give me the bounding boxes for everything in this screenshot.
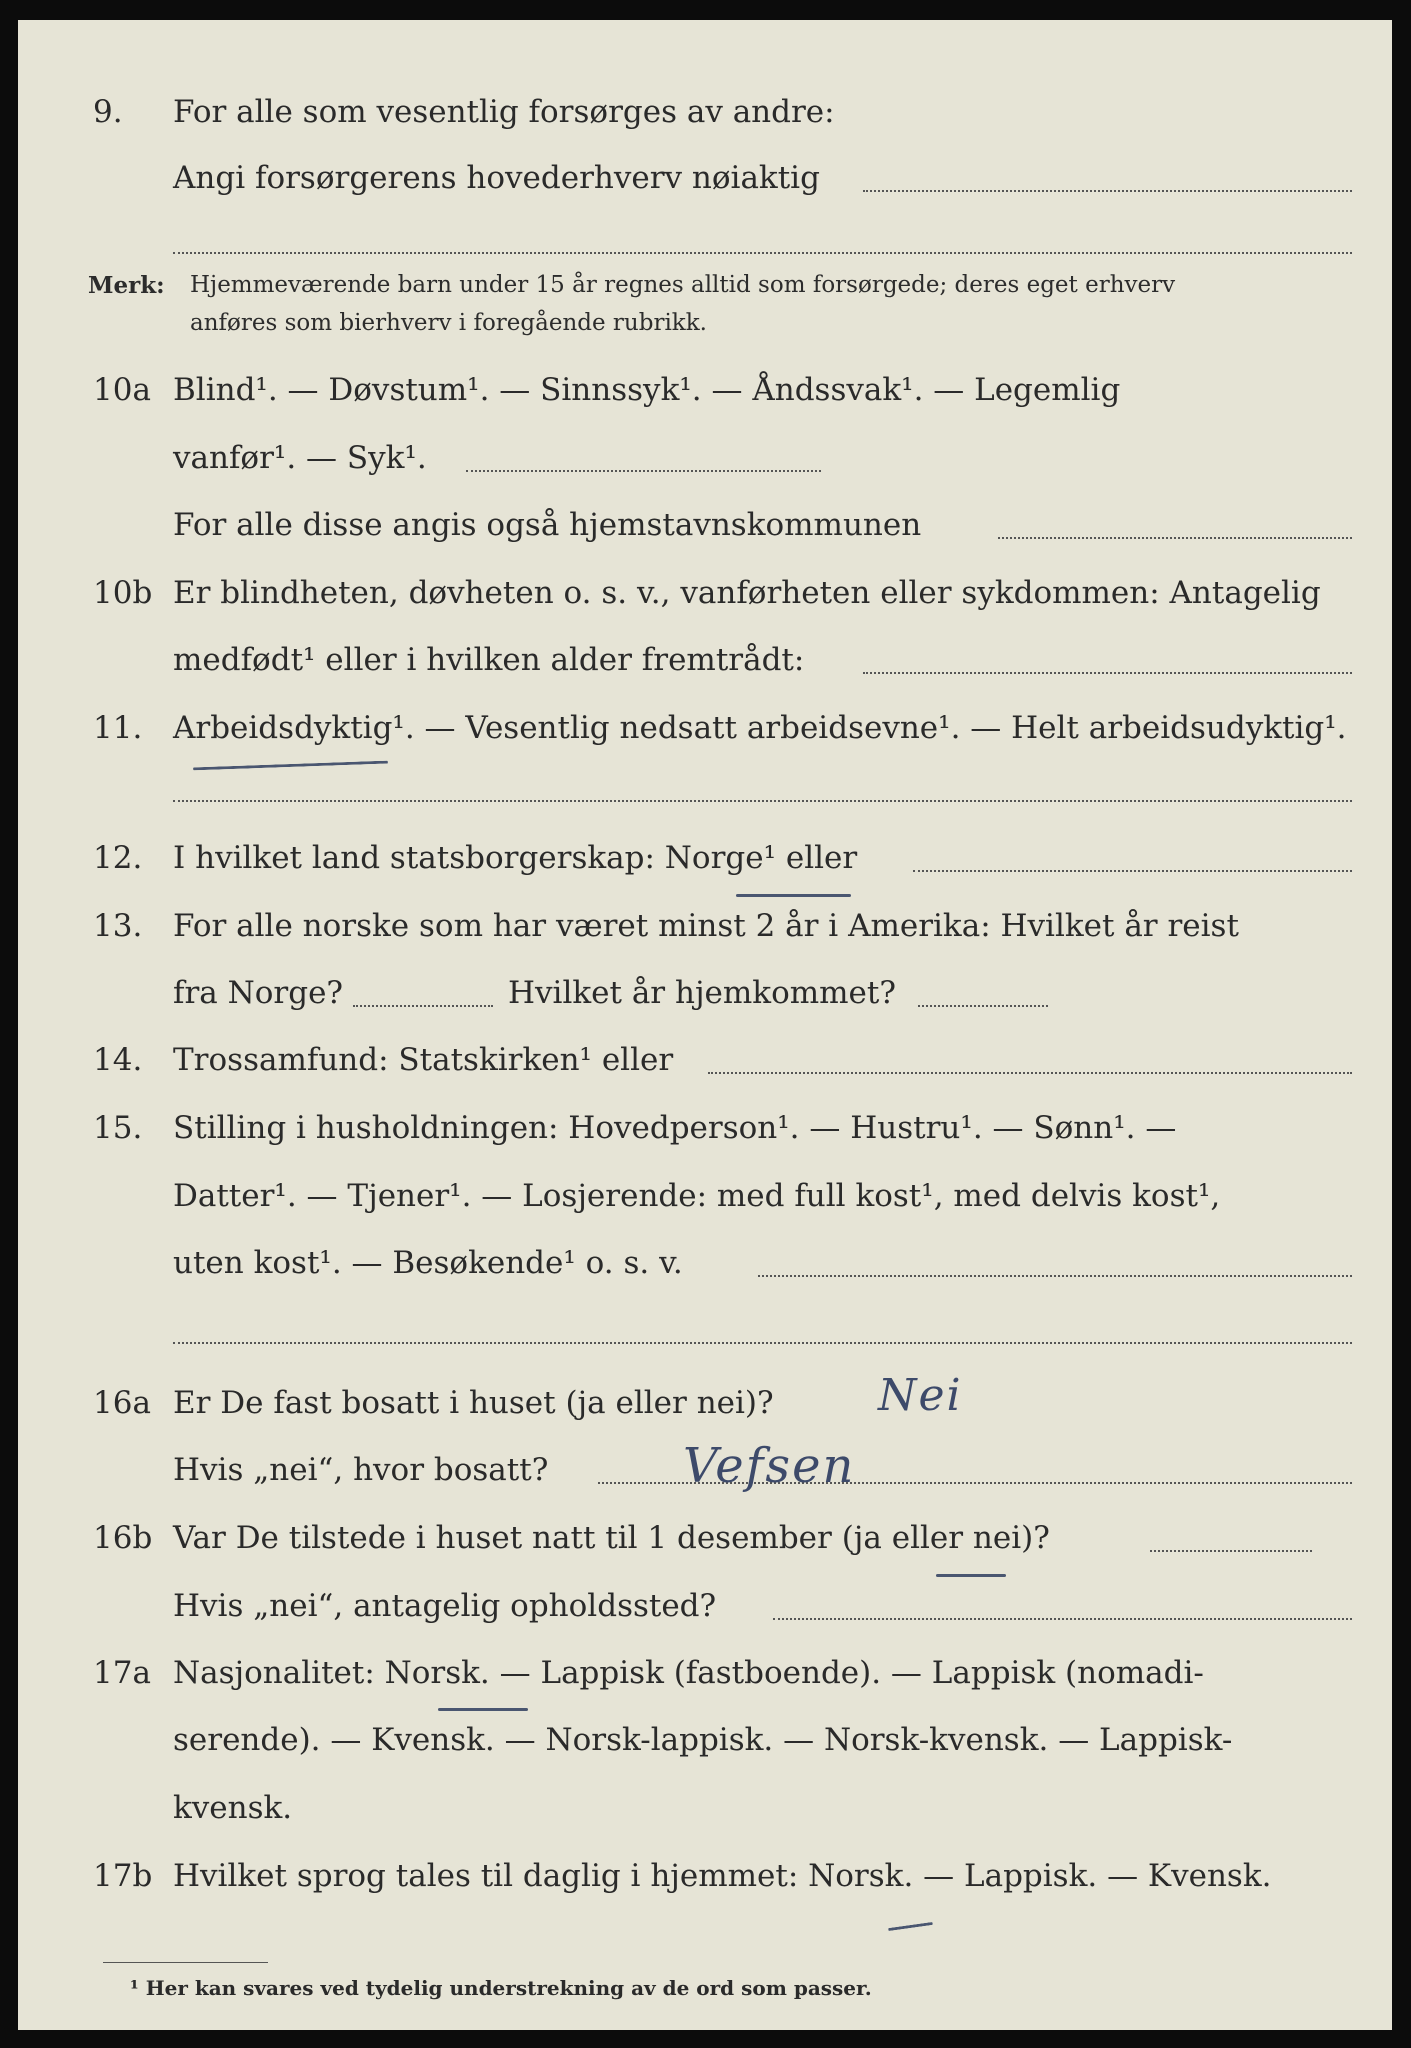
q10b-text: Er blindheten, døvheten o. s. v., vanførheten eller sykdommen: Antagelig	[173, 575, 1321, 611]
q16b-number: 16b	[93, 1520, 153, 1556]
q15-text2: Datter¹. — Tjener¹. — Losjerende: med full kost¹, med delvis kost¹,	[173, 1178, 1221, 1214]
q17b-text: Hvilket sprog tales til daglig i hjemmet: Norsk. — Lappisk. — Kvensk.	[173, 1858, 1272, 1894]
q12-underline-mark	[736, 894, 851, 897]
q11-answer-field[interactable]	[173, 800, 1352, 802]
q13-text2b: Hvilket år hjemkommet?	[508, 975, 896, 1011]
q16b-text2: Hvis „nei“, antagelig opholdssted?	[173, 1588, 717, 1624]
q15-text3: uten kost¹. — Besøkende¹ o. s. v.	[173, 1245, 683, 1281]
q16a-number: 16a	[93, 1385, 151, 1421]
q10a-text3: For alle disse angis også hjemstavnskommunen	[173, 507, 922, 543]
q15-text: Stilling i husholdningen: Hovedperson¹. — Hustru¹. — Sønn¹. —	[173, 1110, 1177, 1146]
q9-text2: Angi forsørgerens hovederhverv nøiaktig	[173, 160, 820, 196]
q17a-line3	[18, 1790, 1392, 1850]
q13-line1	[18, 908, 1392, 968]
q17a-underline-mark	[438, 1708, 528, 1711]
q10a-text: Blind¹. — Døvstum¹. — Sinnssyk¹. — Åndssvak¹. — Legemlig	[173, 372, 1121, 408]
q12-text: I hvilket land statsborgerskap: Norge¹ eller	[173, 840, 858, 876]
q10a-line1	[18, 372, 1392, 432]
q9-line1	[18, 94, 1392, 154]
q15-line1	[18, 1110, 1392, 1170]
q16a-line1	[18, 1385, 1392, 1445]
q17b-underline-mark	[888, 1922, 933, 1931]
q13-number: 13.	[93, 908, 143, 944]
q10b-line1	[18, 575, 1392, 635]
q10a-municipality-field[interactable]	[998, 537, 1352, 539]
q14-text: Trossamfund: Statskirken¹ eller	[173, 1042, 674, 1078]
q13-text: For alle norske som har været minst 2 år i Amerika: Hvilket år reist	[173, 908, 1239, 944]
q16b-answer-field[interactable]	[1150, 1550, 1312, 1552]
q10a-text2: vanfør¹. — Syk¹.	[173, 440, 427, 476]
footnote: ¹ Her kan svares ved tydelig understrekning av de ord som passer.	[130, 1976, 872, 2000]
q16a-handwritten-place: Vefsen	[683, 1438, 856, 1494]
q14-number: 14.	[93, 1042, 143, 1078]
q9-number: 9.	[93, 94, 123, 130]
q16a-handwritten-answer: Nei	[878, 1370, 963, 1421]
q10b-text2: medfødt¹ eller i hvilken alder fremtrådt:	[173, 642, 805, 678]
merk-text2: anføres som bierhverv i foregående rubrikk.	[190, 310, 707, 336]
q16b-location-field[interactable]	[773, 1618, 1352, 1620]
q12-answer-field[interactable]	[913, 870, 1352, 872]
q10a-number: 10a	[93, 372, 151, 408]
q17a-text2: serende). — Kvensk. — Norsk-lappisk. — Norsk-kvensk. — Lappisk-	[173, 1722, 1233, 1758]
q9-text: For alle som vesentlig forsørges av andre:	[173, 94, 835, 130]
q15-answer-field-2[interactable]	[173, 1342, 1352, 1344]
q16b-text: Var De tilstede i huset natt til 1 desember (ja eller nei)?	[173, 1520, 1050, 1556]
q9-answer-field[interactable]	[863, 190, 1352, 192]
census-form-page	[18, 20, 1392, 2030]
q15-number: 15.	[93, 1110, 143, 1146]
q10b-answer-field[interactable]	[863, 672, 1352, 674]
q11-line1	[18, 710, 1392, 770]
q16b-underline-mark	[936, 1574, 1006, 1577]
q17a-text: Nasjonalitet: Norsk. — Lappisk (fastboende). — Lappisk (nomadi-	[173, 1655, 1204, 1691]
q10b-number: 10b	[93, 575, 153, 611]
q13-text2a: fra Norge?	[173, 975, 344, 1011]
q17a-number: 17a	[93, 1655, 151, 1691]
q10a-sickness-field[interactable]	[466, 470, 821, 472]
q13-line2	[18, 975, 1392, 1035]
q9-answer-field-2[interactable]	[173, 252, 1352, 254]
q13-left-year-field[interactable]	[353, 1005, 493, 1007]
q17b-line1	[18, 1858, 1392, 1918]
q11-number: 11.	[93, 710, 143, 746]
merk-label: Merk:	[88, 272, 165, 299]
q16a-text: Er De fast bosatt i huset (ja eller nei)?	[173, 1385, 774, 1421]
footnote-rule	[103, 1962, 268, 1963]
q17a-text3: kvensk.	[173, 1790, 293, 1826]
q14-answer-field[interactable]	[708, 1072, 1352, 1074]
q11-text: Arbeidsdyktig¹. — Vesentlig nedsatt arbeidsevne¹. — Helt arbeidsudyktig¹.	[173, 710, 1347, 746]
q13-return-year-field[interactable]	[918, 1005, 1048, 1007]
q17a-line2	[18, 1722, 1392, 1782]
q16a-text2: Hvis „nei“, hvor bosatt?	[173, 1452, 549, 1488]
q17b-number: 17b	[93, 1858, 153, 1894]
q17a-line1	[18, 1655, 1392, 1715]
q12-number: 12.	[93, 840, 143, 876]
q15-answer-field[interactable]	[758, 1275, 1352, 1277]
q15-line2	[18, 1178, 1392, 1238]
merk-text: Hjemmeværende barn under 15 år regnes alltid som forsørgede; deres eget erhverv	[190, 272, 1176, 298]
